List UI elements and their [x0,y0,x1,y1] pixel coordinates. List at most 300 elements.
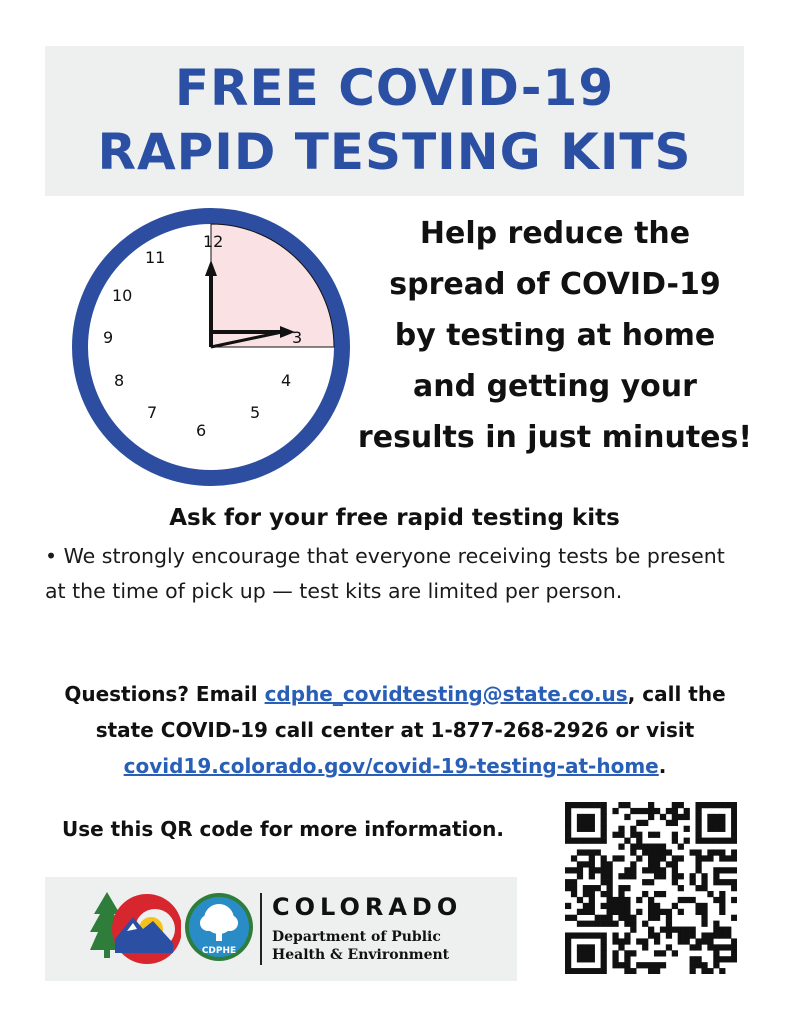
qr-module [642,849,648,855]
qr-module [731,826,737,832]
qr-module [636,938,642,944]
qr-module [601,956,607,962]
qr-module [654,873,660,879]
qr-module [630,915,636,921]
qr-module [642,891,648,897]
title-line-2: RAPID TESTING KITS [97,123,692,181]
qr-module [684,927,690,933]
qr-module [660,849,666,855]
qr-module [636,962,642,968]
qr-module [690,932,696,938]
qr-module [565,915,571,921]
qr-module [719,909,725,915]
qr-module [595,885,601,891]
qr-module [648,903,654,909]
qr-module [589,820,595,826]
testing-website-link[interactable]: covid19.colorado.gov/covid-19-testing-at-home [123,754,659,778]
qr-module [571,915,577,921]
qr-module [565,968,571,974]
qr-module [678,802,684,808]
qr-module [695,832,701,838]
qr-module [731,802,737,808]
qr-module [666,921,672,927]
qr-module [624,909,630,915]
department-name [272,928,449,964]
qr-module [701,885,707,891]
help-line: spread of COVID-19 [389,267,721,302]
clock-num-10: 10 [112,286,133,305]
qr-module [583,956,589,962]
qr-module [654,832,660,838]
qr-module [701,938,707,944]
qr-module [618,938,624,944]
qr-module [666,909,672,915]
qr-module [690,956,696,962]
qr-module [630,844,636,850]
qr-module [630,950,636,956]
qr-module [601,826,607,832]
help-message [355,208,755,463]
qr-module [612,938,618,944]
qr-module [701,873,707,879]
qr-module [583,909,589,915]
qr-module [583,820,589,826]
qr-module [725,927,731,933]
qr-module [666,944,672,950]
qr-module [713,838,719,844]
qr-code[interactable] [565,802,737,974]
qr-module [707,838,713,844]
qr-module [672,802,678,808]
qr-module [607,879,613,885]
qr-module [713,873,719,879]
qr-module [695,802,701,808]
qr-module [713,944,719,950]
qr-module [601,820,607,826]
qr-module [583,802,589,808]
qr-module [583,903,589,909]
qr-module [713,897,719,903]
qr-module [624,950,630,956]
qr-module [672,867,678,873]
qr-module [636,855,642,861]
qr-module [701,879,707,885]
qr-module [701,903,707,909]
qr-module [654,844,660,850]
qr-module [672,832,678,838]
qr-module [654,938,660,944]
qr-module [695,909,701,915]
qr-module [618,826,624,832]
qr-module [577,814,583,820]
qr-module [589,950,595,956]
help-line: by testing at home [394,318,716,353]
qr-module [731,944,737,950]
qr-module [589,873,595,879]
qr-module [565,944,571,950]
qr-module [583,861,589,867]
qr-module [624,885,630,891]
qr-module [690,962,696,968]
qr-module [601,921,607,927]
qr-module [595,968,601,974]
qr-module [601,932,607,938]
qr-module [719,903,725,909]
clock-num-4: 4 [281,371,292,390]
qr-module [719,932,725,938]
clock-num-7: 7 [147,403,158,422]
qr-module [660,873,666,879]
qr-module [701,855,707,861]
qr-module [589,909,595,915]
qr-module [624,814,630,820]
qr-module [654,915,660,921]
qr-module [642,879,648,885]
qr-module [731,867,737,873]
qr-module [684,838,690,844]
qr-module [666,849,672,855]
qr-module [672,838,678,844]
qr-module [607,903,613,909]
qr-module [666,932,672,938]
qr-module [624,921,630,927]
qr-module [612,903,618,909]
qr-module [607,885,613,891]
qr-module [666,861,672,867]
qr-module [654,903,660,909]
qr-module [701,968,707,974]
qr-module [701,921,707,927]
qr-module [713,826,719,832]
qr-module [601,938,607,944]
qr-module [589,944,595,950]
qr-module [583,944,589,950]
qr-module [648,932,654,938]
qr-module [601,814,607,820]
qr-module [601,808,607,814]
cdphe-badge-text: CDPHE [201,946,237,956]
qr-module [565,879,571,885]
qr-module [701,915,707,921]
qr-module [654,962,660,968]
qr-module [583,968,589,974]
qr-module [595,932,601,938]
qr-module [719,968,725,974]
qr-module [624,867,630,873]
qr-module [618,844,624,850]
qr-module [648,855,654,861]
qr-module [666,915,672,921]
qr-module [695,826,701,832]
qr-module [731,879,737,885]
qr-module [648,927,654,933]
qr-module [684,938,690,944]
qr-module [695,855,701,861]
qr-module [565,903,571,909]
qr-module [695,956,701,962]
qr-module [648,915,654,921]
qr-module [648,814,654,820]
qr-module [577,873,583,879]
qr-module [618,873,624,879]
help-line: and getting your [413,369,697,404]
qr-module [630,808,636,814]
qr-module [589,897,595,903]
qr-module [589,849,595,855]
qr-module [660,867,666,873]
qr-module [577,909,583,915]
pickup-bullet: • We strongly encourage that everyone receiving tests be present at the time of pick up — test kits are limited per person. [45,544,725,603]
qr-module [636,808,642,814]
qr-module [624,903,630,909]
qr-module [719,802,725,808]
qr-module [695,820,701,826]
qr-module [707,814,713,820]
qr-module [601,832,607,838]
qr-module [624,956,630,962]
qr-module [612,956,618,962]
clock-num-5: 5 [250,403,261,422]
qr-module [595,802,601,808]
qr-module [719,855,725,861]
qr-module [595,915,601,921]
qr-module [577,932,583,938]
qr-module [713,867,719,873]
qr-module [654,808,660,814]
qr-module [595,838,601,844]
qr-module [565,838,571,844]
qr-module [589,838,595,844]
qr-module [707,855,713,861]
qr-module [719,879,725,885]
qr-module [618,855,624,861]
qr-module [577,820,583,826]
qr-module [678,897,684,903]
qr-module [601,873,607,879]
qr-module [660,909,666,915]
qr-module [719,891,725,897]
qr-module [660,950,666,956]
qr-module [630,873,636,879]
qr-module [707,944,713,950]
qr-module [642,867,648,873]
qr-module [648,832,654,838]
qr-module [731,885,737,891]
qr-module [618,885,624,891]
qr-module [713,802,719,808]
qr-module [589,885,595,891]
qr-module [601,968,607,974]
qr-module [642,944,648,950]
qr-module [612,909,618,915]
qr-module [719,956,725,962]
qr-module [695,962,701,968]
ask-heading: Ask for your free rapid testing kits [169,505,620,531]
qr-module [595,867,601,873]
qr-module [690,897,696,903]
qr-module [648,867,654,873]
qr-instruction: Use this QR code for more information. [62,817,504,841]
qr-module [719,826,725,832]
qr-module [713,814,719,820]
qr-module [690,849,696,855]
qr-module [565,826,571,832]
qr-module [577,944,583,950]
qr-module [648,968,654,974]
qr-module [642,938,648,944]
email-link[interactable]: cdphe_covidtesting@state.co.us [264,682,628,706]
title-banner [45,46,744,196]
qr-module [707,968,713,974]
qr-module [707,802,713,808]
qr-module [618,909,624,915]
qr-module [672,903,678,909]
qr-module [630,927,636,933]
qr-module [630,861,636,867]
qr-module [725,855,731,861]
qr-module [636,909,642,915]
qr-module [701,838,707,844]
qr-module [684,932,690,938]
qr-module [612,832,618,838]
qr-module [684,814,690,820]
qr-module [577,826,583,832]
qr-module [589,903,595,909]
qr-module [654,849,660,855]
qr-module [595,849,601,855]
qr-module [719,897,725,903]
qr-module [672,855,678,861]
qr-module [719,814,725,820]
qr-module [565,956,571,962]
qr-module [642,844,648,850]
qr-module [725,867,731,873]
qr-module [666,820,672,826]
qr-module [583,814,589,820]
qr-module [624,802,630,808]
help-line: Help reduce the [419,216,691,251]
qr-module [565,802,571,808]
qr-code-image [565,802,737,974]
qr-module [601,962,607,968]
qr-module [577,897,583,903]
qr-module [636,832,642,838]
qr-module [642,962,648,968]
qr-module [678,909,684,915]
qr-module [607,873,613,879]
qr-module [707,932,713,938]
qr-module [607,861,613,867]
cdphe-badge [184,891,254,963]
qr-module [601,855,607,861]
qr-module [648,879,654,885]
qr-module [565,932,571,938]
qr-module [648,849,654,855]
qr-module [648,861,654,867]
clock-svg [70,206,352,488]
qr-module [636,820,642,826]
qr-module [678,927,684,933]
qr-module [731,897,737,903]
qr-module [612,950,618,956]
qr-module [612,855,618,861]
qr-module [695,885,701,891]
department-line-2: Health & Environment [272,947,450,963]
qr-module [571,932,577,938]
title-line-1: FREE COVID-19 [174,59,615,117]
qr-module [577,867,583,873]
qr-module [630,849,636,855]
qr-module [577,950,583,956]
qr-module [660,962,666,968]
department-line-1: Department of Public [272,929,441,945]
qr-module [654,909,660,915]
clock-illustration [70,206,352,488]
qr-module [719,820,725,826]
qr-module [577,838,583,844]
qr-module [731,938,737,944]
qr-module [654,861,660,867]
clock-num-3: 3 [292,328,303,347]
qr-module [607,897,613,903]
clock-num-8: 8 [114,371,125,390]
qr-module [707,891,713,897]
qr-module [571,855,577,861]
qr-module [571,885,577,891]
qr-module [678,938,684,944]
qr-module [565,885,571,891]
qr-module [690,879,696,885]
qr-module [571,802,577,808]
qr-module [565,832,571,838]
qr-module [612,962,618,968]
qr-module [695,903,701,909]
qr-module [601,867,607,873]
qr-module [618,962,624,968]
qr-module [583,921,589,927]
qr-module [731,849,737,855]
qr-module [601,944,607,950]
qr-module [707,820,713,826]
qr-module [648,802,654,808]
qr-module [666,808,672,814]
qr-module [577,849,583,855]
qr-module [678,814,684,820]
qr-module [672,927,678,933]
qr-module [701,962,707,968]
logo-banner [45,877,517,981]
qr-module [707,849,713,855]
qr-module [618,897,624,903]
qr-module [630,968,636,974]
qr-module [565,820,571,826]
qr-module [719,838,725,844]
qr-module [589,921,595,927]
qr-module [571,968,577,974]
qr-module [589,867,595,873]
qr-module [589,814,595,820]
qr-module [565,808,571,814]
qr-module [672,814,678,820]
qr-module [719,927,725,933]
logo-divider [260,893,262,965]
qr-module [589,891,595,897]
qr-module [707,938,713,944]
qr-module [589,861,595,867]
qr-module [725,956,731,962]
qr-module [725,944,731,950]
qr-module [601,950,607,956]
